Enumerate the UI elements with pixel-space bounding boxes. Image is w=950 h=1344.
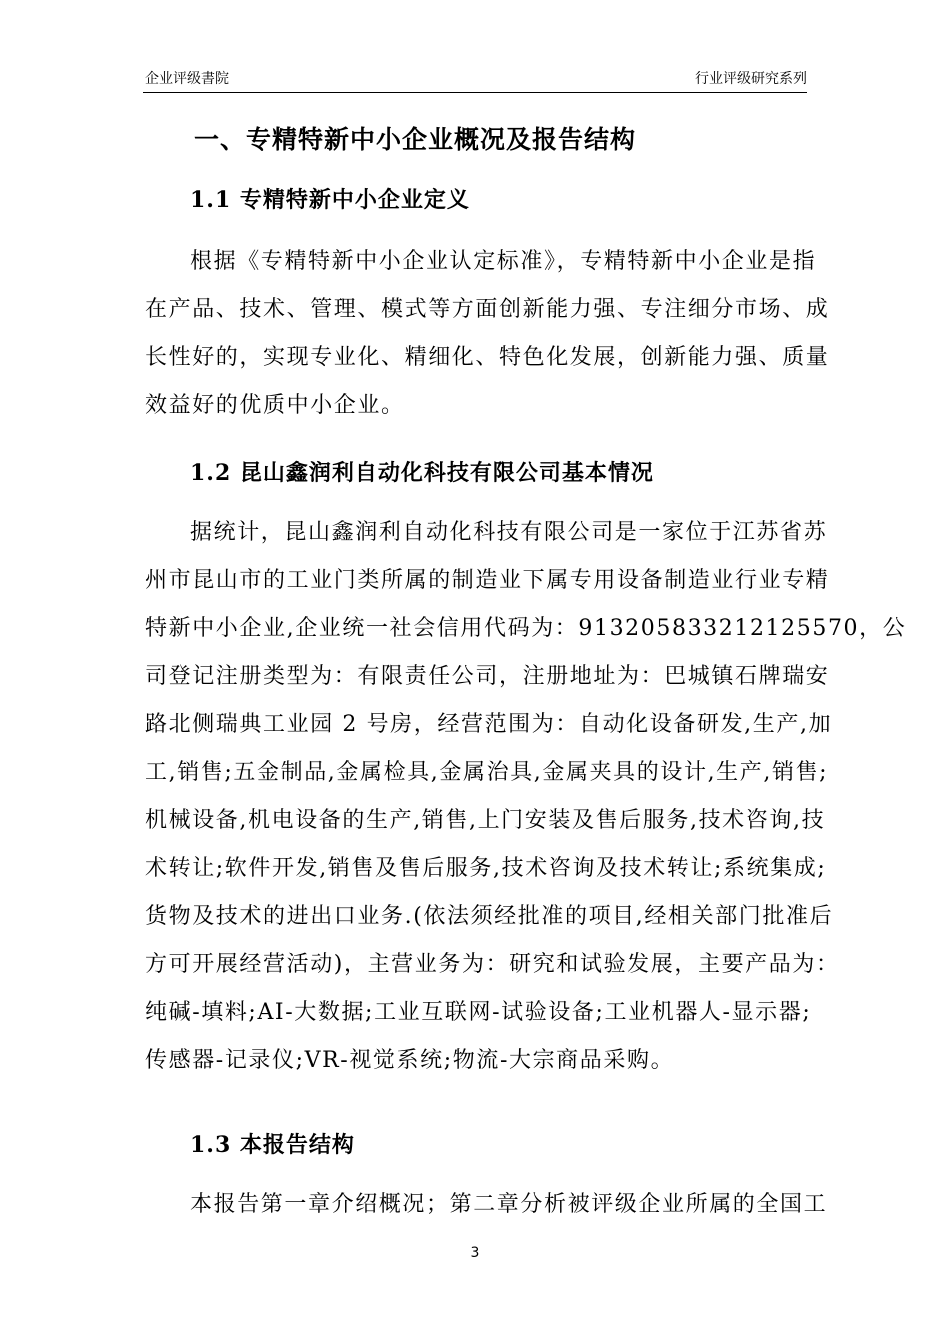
paragraph-structure — [145, 1181, 828, 1229]
section-heading-1-2: 1.2 昆山鑫润利自动化科技有限公司基本情况 — [190, 460, 654, 486]
text-line: 特新中小企业,企业统一社会信用代码为：913205833212125570，公 — [145, 616, 907, 641]
text-line: 工,销售;五金制品,金属检具,金属治具,金属夹具的设计,生产,销售; — [145, 760, 829, 785]
text-line: 纯碱-填料;AI-大数据;工业互联网-试验设备;工业机器人-显示器; — [145, 1000, 812, 1025]
text-line: 据统计，昆山鑫润利自动化科技有限公司是一家位于江苏省苏 — [190, 520, 828, 545]
text-line: 长性好的，实现专业化、精细化、特色化发展，创新能力强、质量 — [145, 345, 830, 370]
text-line: 机械设备,机电设备的生产,销售,上门安装及售后服务,技术咨询,技 — [145, 808, 826, 833]
section-heading-1-1: 1.1 专精特新中小企业定义 — [190, 187, 470, 213]
text-line: 效益好的优质中小企业。 — [145, 393, 405, 418]
text-line: 本报告第一章介绍概况；第二章分析被评级企业所属的全国工 — [190, 1192, 828, 1217]
paragraph-company — [145, 509, 907, 1085]
header-rule — [143, 92, 807, 93]
header-left: 企业评级書院 — [145, 71, 229, 87]
text-line: 传感器-记录仪;VR-视觉系统;物流-大宗商品采购。 — [145, 1048, 675, 1073]
page-number: 3 — [470, 1245, 480, 1261]
paragraph-definition — [145, 238, 830, 430]
section-heading-1-3: 1.3 本报告结构 — [190, 1132, 355, 1158]
text-line: 方可开展经营活动)，主营业务为：研究和试验发展，主要产品为： — [145, 952, 840, 977]
header-right: 行业评级研究系列 — [695, 71, 807, 87]
text-line: 州市昆山市的工业门类所属的制造业下属专用设备制造业行业专精 — [145, 568, 830, 593]
text-line: 货物及技术的进出口业务.(依法须经批准的项目,经相关部门批准后 — [145, 904, 834, 929]
text-line: 术转让;软件开发,销售及售后服务,技术咨询及技术转让;系统集成; — [145, 856, 827, 881]
chapter-title: 一、专精特新中小企业概况及报告结构 — [194, 125, 637, 154]
text-line: 路北侧瑞典工业园 2 号房，经营范围为：自动化设备研发,生产,加 — [145, 712, 833, 737]
text-line: 司登记注册类型为：有限责任公司，注册地址为：巴城镇石牌瑞安 — [145, 664, 830, 689]
text-line: 根据《专精特新中小企业认定标准》，专精特新中小企业是指 — [190, 249, 817, 274]
text-line: 在产品、技术、管理、模式等方面创新能力强、专注细分市场、成 — [145, 297, 830, 322]
